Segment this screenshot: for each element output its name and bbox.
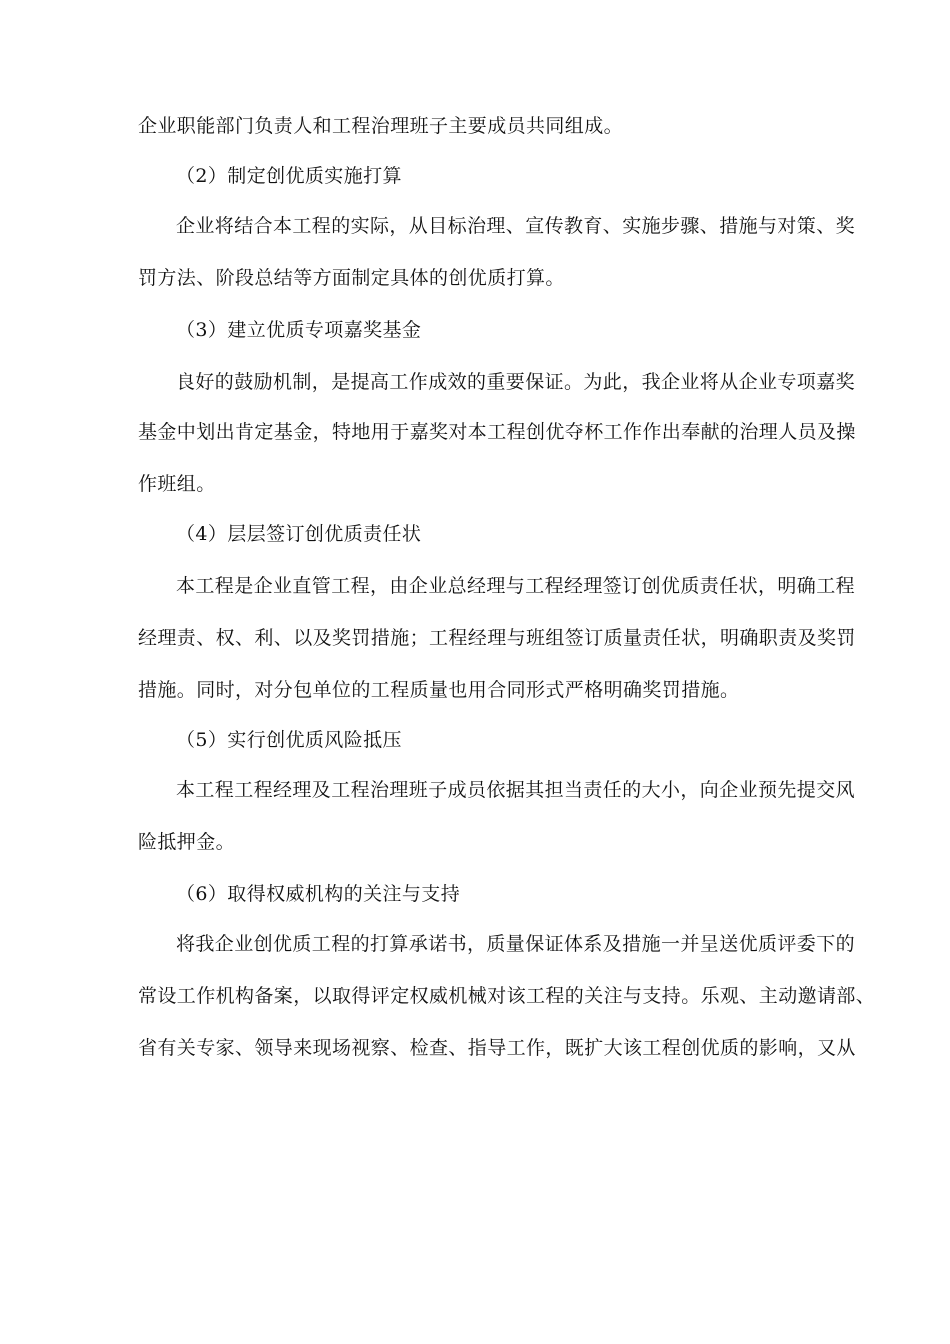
section-heading: （6）取得权威机构的关注与支持 — [176, 883, 461, 905]
section-heading: （2）制定创优质实施打算 — [176, 165, 402, 187]
paragraph-line: 本工程工程经理及工程治理班子成员依据其担当责任的大小，向企业预先提交风 — [176, 779, 856, 801]
paragraph-line: 省有关专家、领导来现场视察、检查、指导工作，既扩大该工程创优质的影响，又从 — [138, 1037, 856, 1059]
paragraph-line: 良好的鼓励机制，是提高工作成效的重要保证。为此，我企业将从企业专项嘉奖 — [176, 371, 856, 393]
paragraph-line: 经理责、权、利、以及奖罚措施；工程经理与班组签订质量责任状，明确职责及奖罚 — [138, 627, 856, 649]
paragraph-line: 常设工作机构备案，以取得评定权威机械对该工程的关注与支持。乐观、主动邀请部、 — [138, 985, 876, 1007]
paragraph-line: 基金中划出肯定基金，特地用于嘉奖对本工程创优夺杯工作作出奉献的治理人员及操 — [138, 421, 856, 443]
paragraph-line: 措施。同时，对分包单位的工程质量也用合同形式严格明确奖罚措施。 — [138, 679, 740, 701]
section-heading: （4）层层签订创优质责任状 — [176, 523, 422, 545]
section-heading: （3）建立优质专项嘉奖基金 — [176, 319, 422, 341]
paragraph-line: 罚方法、阶段总结等方面制定具体的创优质打算。 — [138, 267, 565, 289]
paragraph-line: 将我企业创优质工程的打算承诺书，质量保证体系及措施一并呈送优质评委下的 — [176, 933, 856, 955]
paragraph-line: 企业职能部门负责人和工程治理班子主要成员共同组成。 — [138, 115, 624, 137]
paragraph-line: 本工程是企业直管工程，由企业总经理与工程经理签订创优质责任状，明确工程 — [176, 575, 856, 597]
paragraph-line: 险抵押金。 — [138, 831, 236, 853]
paragraph-line: 作班组。 — [138, 473, 216, 495]
paragraph-line: 企业将结合本工程的实际，从目标治理、宣传教育、实施步骤、措施与对策、奖 — [176, 215, 856, 237]
section-heading: （5）实行创优质风险抵压 — [176, 729, 402, 751]
